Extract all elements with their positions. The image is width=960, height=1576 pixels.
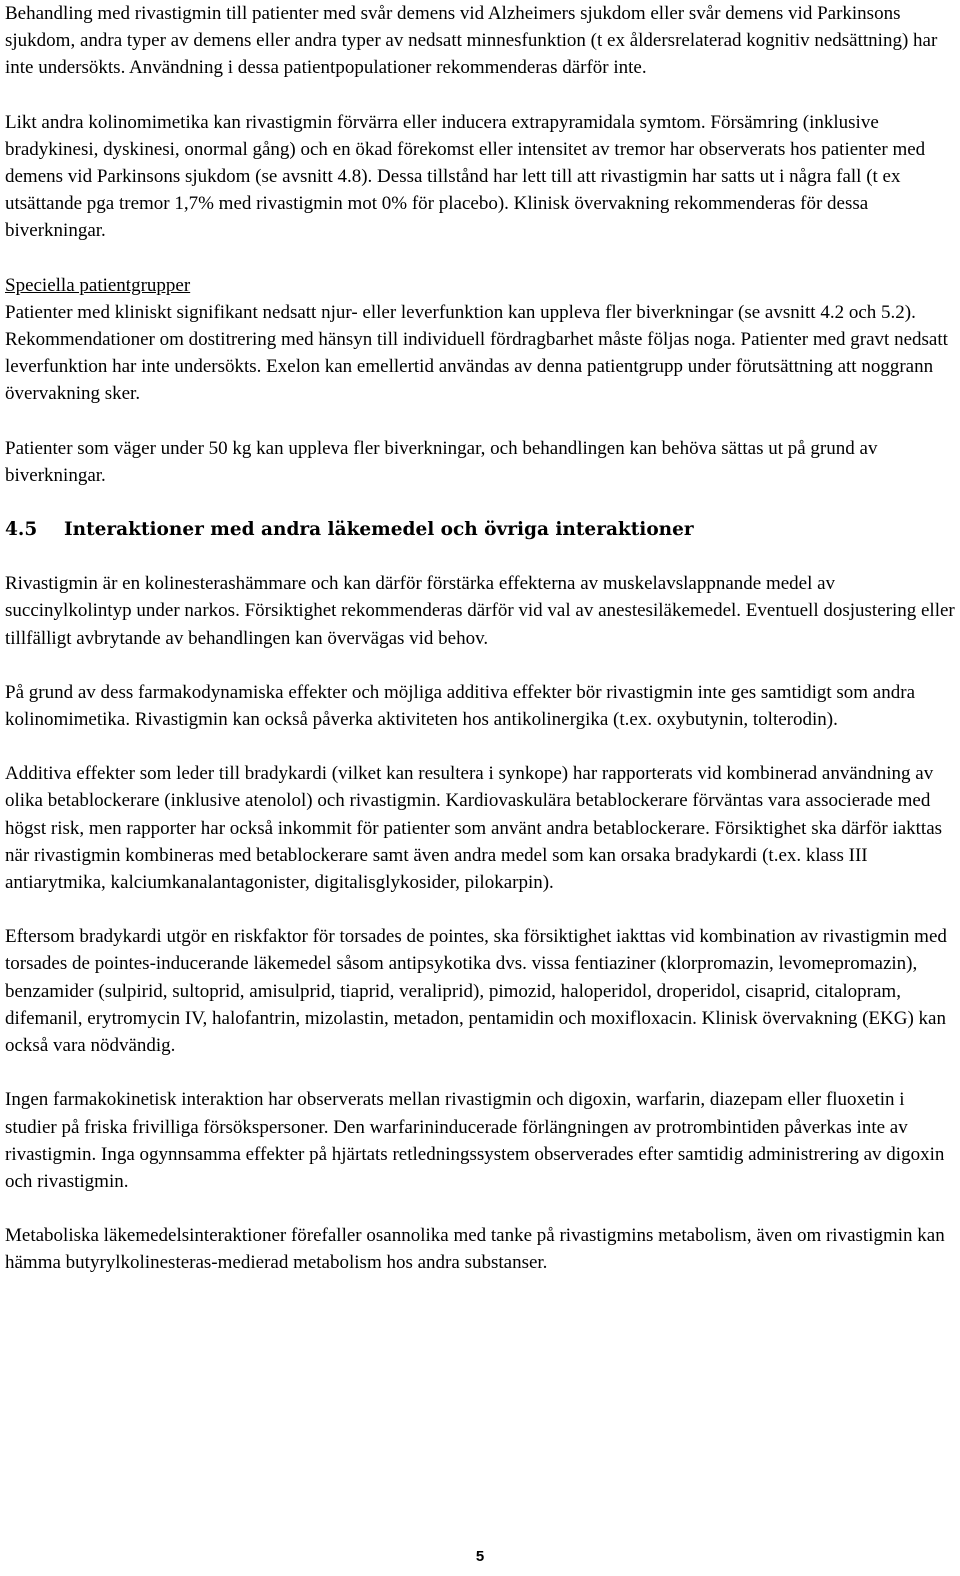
paragraph-low-body-weight: Patienter som väger under 50 kg kan uppleva fler biverkningar, och behandlingen kan behöva sättas ut på grund av biverkningar. <box>5 437 878 486</box>
section-number: 4.5 <box>5 519 38 541</box>
section-heading <box>5 516 957 543</box>
paragraph-bradycardia-beta-blockers: Additiva effekter som leder till bradykardi (vilket kan resultera i synkope) har rapporterats vid kombinerad användning av olika betablockerare (inklusive atenolol) och rivastigmin. Kardiovaskulära betablockerare förväntas vara associerade med högst risk, men rapporter har också inkommit för patienter som använt andra betablockerare. Försiktighet ska därför iakttas när rivastigmin kombineras med betablockerare samt även andra medel som kan orsaka bradykardi (t.ex. klass III antiarytmika, kalciumkanalantagonister, digitalisglykosider, pilokarpin). <box>5 763 943 894</box>
paragraph-pharmacokinetic-interaction: Ingen farmakokinetisk interaktion har observerats mellan rivastigmin och digoxin, warfarin, diazepam eller fluoxetin i studier på friska frivilliga försökspersoner. Den warfarininducerade förlängningen av protrombintiden påverkas inte av rivastigmin. Inga ogynnsamma effekter på hjärtats retledningssystem observerades efter samtidig administrering av digoxin och rivastigmin. <box>5 1089 945 1192</box>
paragraph-untested-populations: Behandling med rivastigmin till patienter med svår demens vid Alzheimers sjukdom eller svår demens vid Parkinsons sjukdom, andra typer av demens eller andra typer av nedsatt minnesfunktion (t ex åldersrelaterad kognitiv nedsättning) har inte undersökts. Användning i dessa patientpopulationer rekommenderas därför inte. <box>5 3 938 79</box>
paragraph-cholinomimetics: På grund av dess farmakodynamiska effekter och möjliga additiva effekter bör rivastigmin inte ges samtidigt som andra kolinomimetika. Rivastigmin kan också påverka aktiviteten hos antikolinergika (t.ex. oxybutynin, tolterodin). <box>5 681 915 731</box>
special-populations-heading: Speciella patientgrupper <box>5 274 191 296</box>
paragraph-torsades-de-pointes: Eftersom bradykardi utgör en riskfaktor för torsades de pointes, ska försiktighet iakttas vid kombination av rivastigmin med torsades de pointes-inducerande läkemedel såsom antipsykotika dvs. vissa fentiaziner (klorpromazin, levomepromazin), benzamider (sulpirid, sultoprid, amisulprid, tiaprid, veraliprid), pimozid, haloperidol, droperidol, cisaprid, citalopram, difemanil, erytromycin IV, halofantrin, mizolastin, metadon, pentamidin och moxifloxacin. Klinisk övervakning (EKG) kan också vara nödvändig. <box>5 926 947 1057</box>
section-title: Interaktioner med andra läkemedel och övriga interaktioner <box>64 519 694 541</box>
paragraph-muscle-relaxants: Rivastigmin är en kolinesterashämmare och kan därför förstärka effekterna av muskelavslappnande medel av succinylkolintyp under narkos. Försiktighet rekommenderas därför vid val av anestesiläkemedel. Eventuell dosjustering eller tillfälligt avbrytande av behandlingen kan övervägas vid behov. <box>5 573 955 649</box>
paragraph-metabolic-interactions: Metaboliska läkemedelsinteraktioner förefaller osannolika med tanke på rivastigmins metabolism, även om rivastigmin kan hämma butyrylkolinesteras-medierad metabolism hos andra substanser. <box>5 1225 945 1274</box>
paragraph-renal-hepatic-impairment: Patienter med kliniskt signifikant nedsatt njur- eller leverfunktion kan uppleva fler biverkningar (se avsnitt 4.2 och 5.2). Rekommendationer om dostitrering med hänsyn till individuell fördragbarhet måste följas noga. Patienter med gravt nedsatt leverfunktion har inte undersökts. Exelon kan emellertid användas av denna patientgrupp under förutsättning att noggrann övervakning sker. <box>5 301 948 405</box>
document-body <box>5 0 957 1277</box>
paragraph-extrapyramidal-symptoms: Likt andra kolinomimetika kan rivastigmin förvärra eller inducera extrapyramidala symtom. Försämring (inklusive bradykinesi, dyskinesi, onormal gång) och en ökad förekomst eller intensitet av tremor har observerats hos patienter med demens vid Parkinsons sjukdom (se avsnitt 4.8). Dessa tillstånd har lett till att rivastigmin har satts ut i några fall (t ex utsättande pga tremor 1,7% med rivastigmin mot 0% för placebo). Klinisk övervakning rekommenderas för dessa biverkningar. <box>5 111 926 242</box>
page-number: 5 <box>475 1548 485 1565</box>
